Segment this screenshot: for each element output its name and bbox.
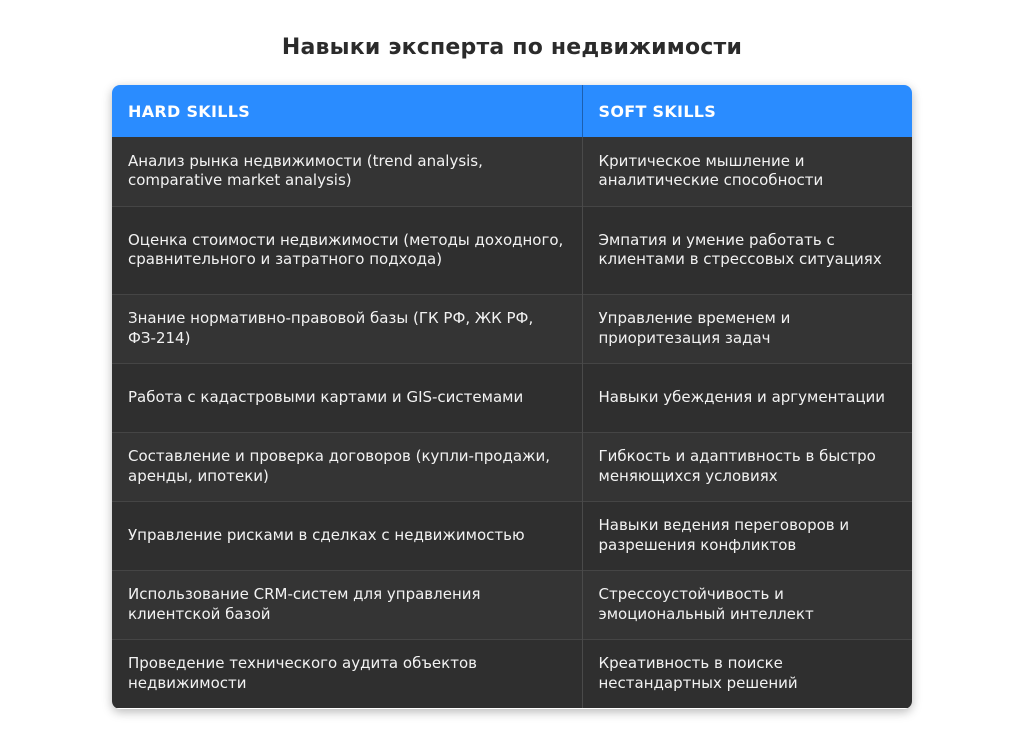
table-header-row bbox=[112, 85, 912, 137]
soft-skill-cell: Навыки убеждения и аргументации bbox=[582, 363, 912, 432]
soft-skill-cell: Креативность в поиске нестандартных решений bbox=[582, 639, 912, 708]
hard-skill-cell: Управление рисками в сделках с недвижимостью bbox=[112, 501, 582, 570]
table-row bbox=[112, 206, 912, 294]
soft-skill-cell: Эмпатия и умение работать с клиентами в стрессовых ситуациях bbox=[582, 206, 912, 294]
hard-skill-cell: Составление и проверка договоров (купли-продажи, аренды, ипотеки) bbox=[112, 432, 582, 501]
table-row bbox=[112, 570, 912, 639]
hard-skill-cell: Работа с кадастровыми картами и GIS-системами bbox=[112, 363, 582, 432]
hard-skill-cell: Проведение технического аудита объектов недвижимости bbox=[112, 639, 582, 708]
table-row bbox=[112, 639, 912, 708]
hard-skill-cell: Оценка стоимости недвижимости (методы доходного, сравнительного и затратного подхода) bbox=[112, 206, 582, 294]
soft-skill-cell: Стрессоустойчивость и эмоциональный интеллект bbox=[582, 570, 912, 639]
soft-skill-cell: Управление временем и приоритезация задач bbox=[582, 294, 912, 363]
skills-table-card bbox=[112, 85, 912, 709]
soft-skill-cell: Навыки ведения переговоров и разрешения конфликтов bbox=[582, 501, 912, 570]
table-row bbox=[112, 137, 912, 206]
hard-skill-cell: Знание нормативно-правовой базы (ГК РФ, ЖК РФ, ФЗ-214) bbox=[112, 294, 582, 363]
soft-skill-cell: Гибкость и адаптивность в быстро меняющихся условиях bbox=[582, 432, 912, 501]
soft-skill-cell: Критическое мышление и аналитические способности bbox=[582, 137, 912, 206]
page-title: Навыки эксперта по недвижимости bbox=[281, 35, 743, 60]
header-hard-skills: HARD SKILLS bbox=[112, 85, 582, 137]
table-row bbox=[112, 432, 912, 501]
skills-table bbox=[112, 85, 912, 708]
table-row bbox=[112, 501, 912, 570]
hard-skill-cell: Анализ рынка недвижимости (trend analysis, comparative market analysis) bbox=[112, 137, 582, 206]
header-soft-skills: SOFT SKILLS bbox=[582, 85, 912, 137]
table-row bbox=[112, 294, 912, 363]
hard-skill-cell: Использование CRM-систем для управления клиентской базой bbox=[112, 570, 582, 639]
table-row bbox=[112, 363, 912, 432]
